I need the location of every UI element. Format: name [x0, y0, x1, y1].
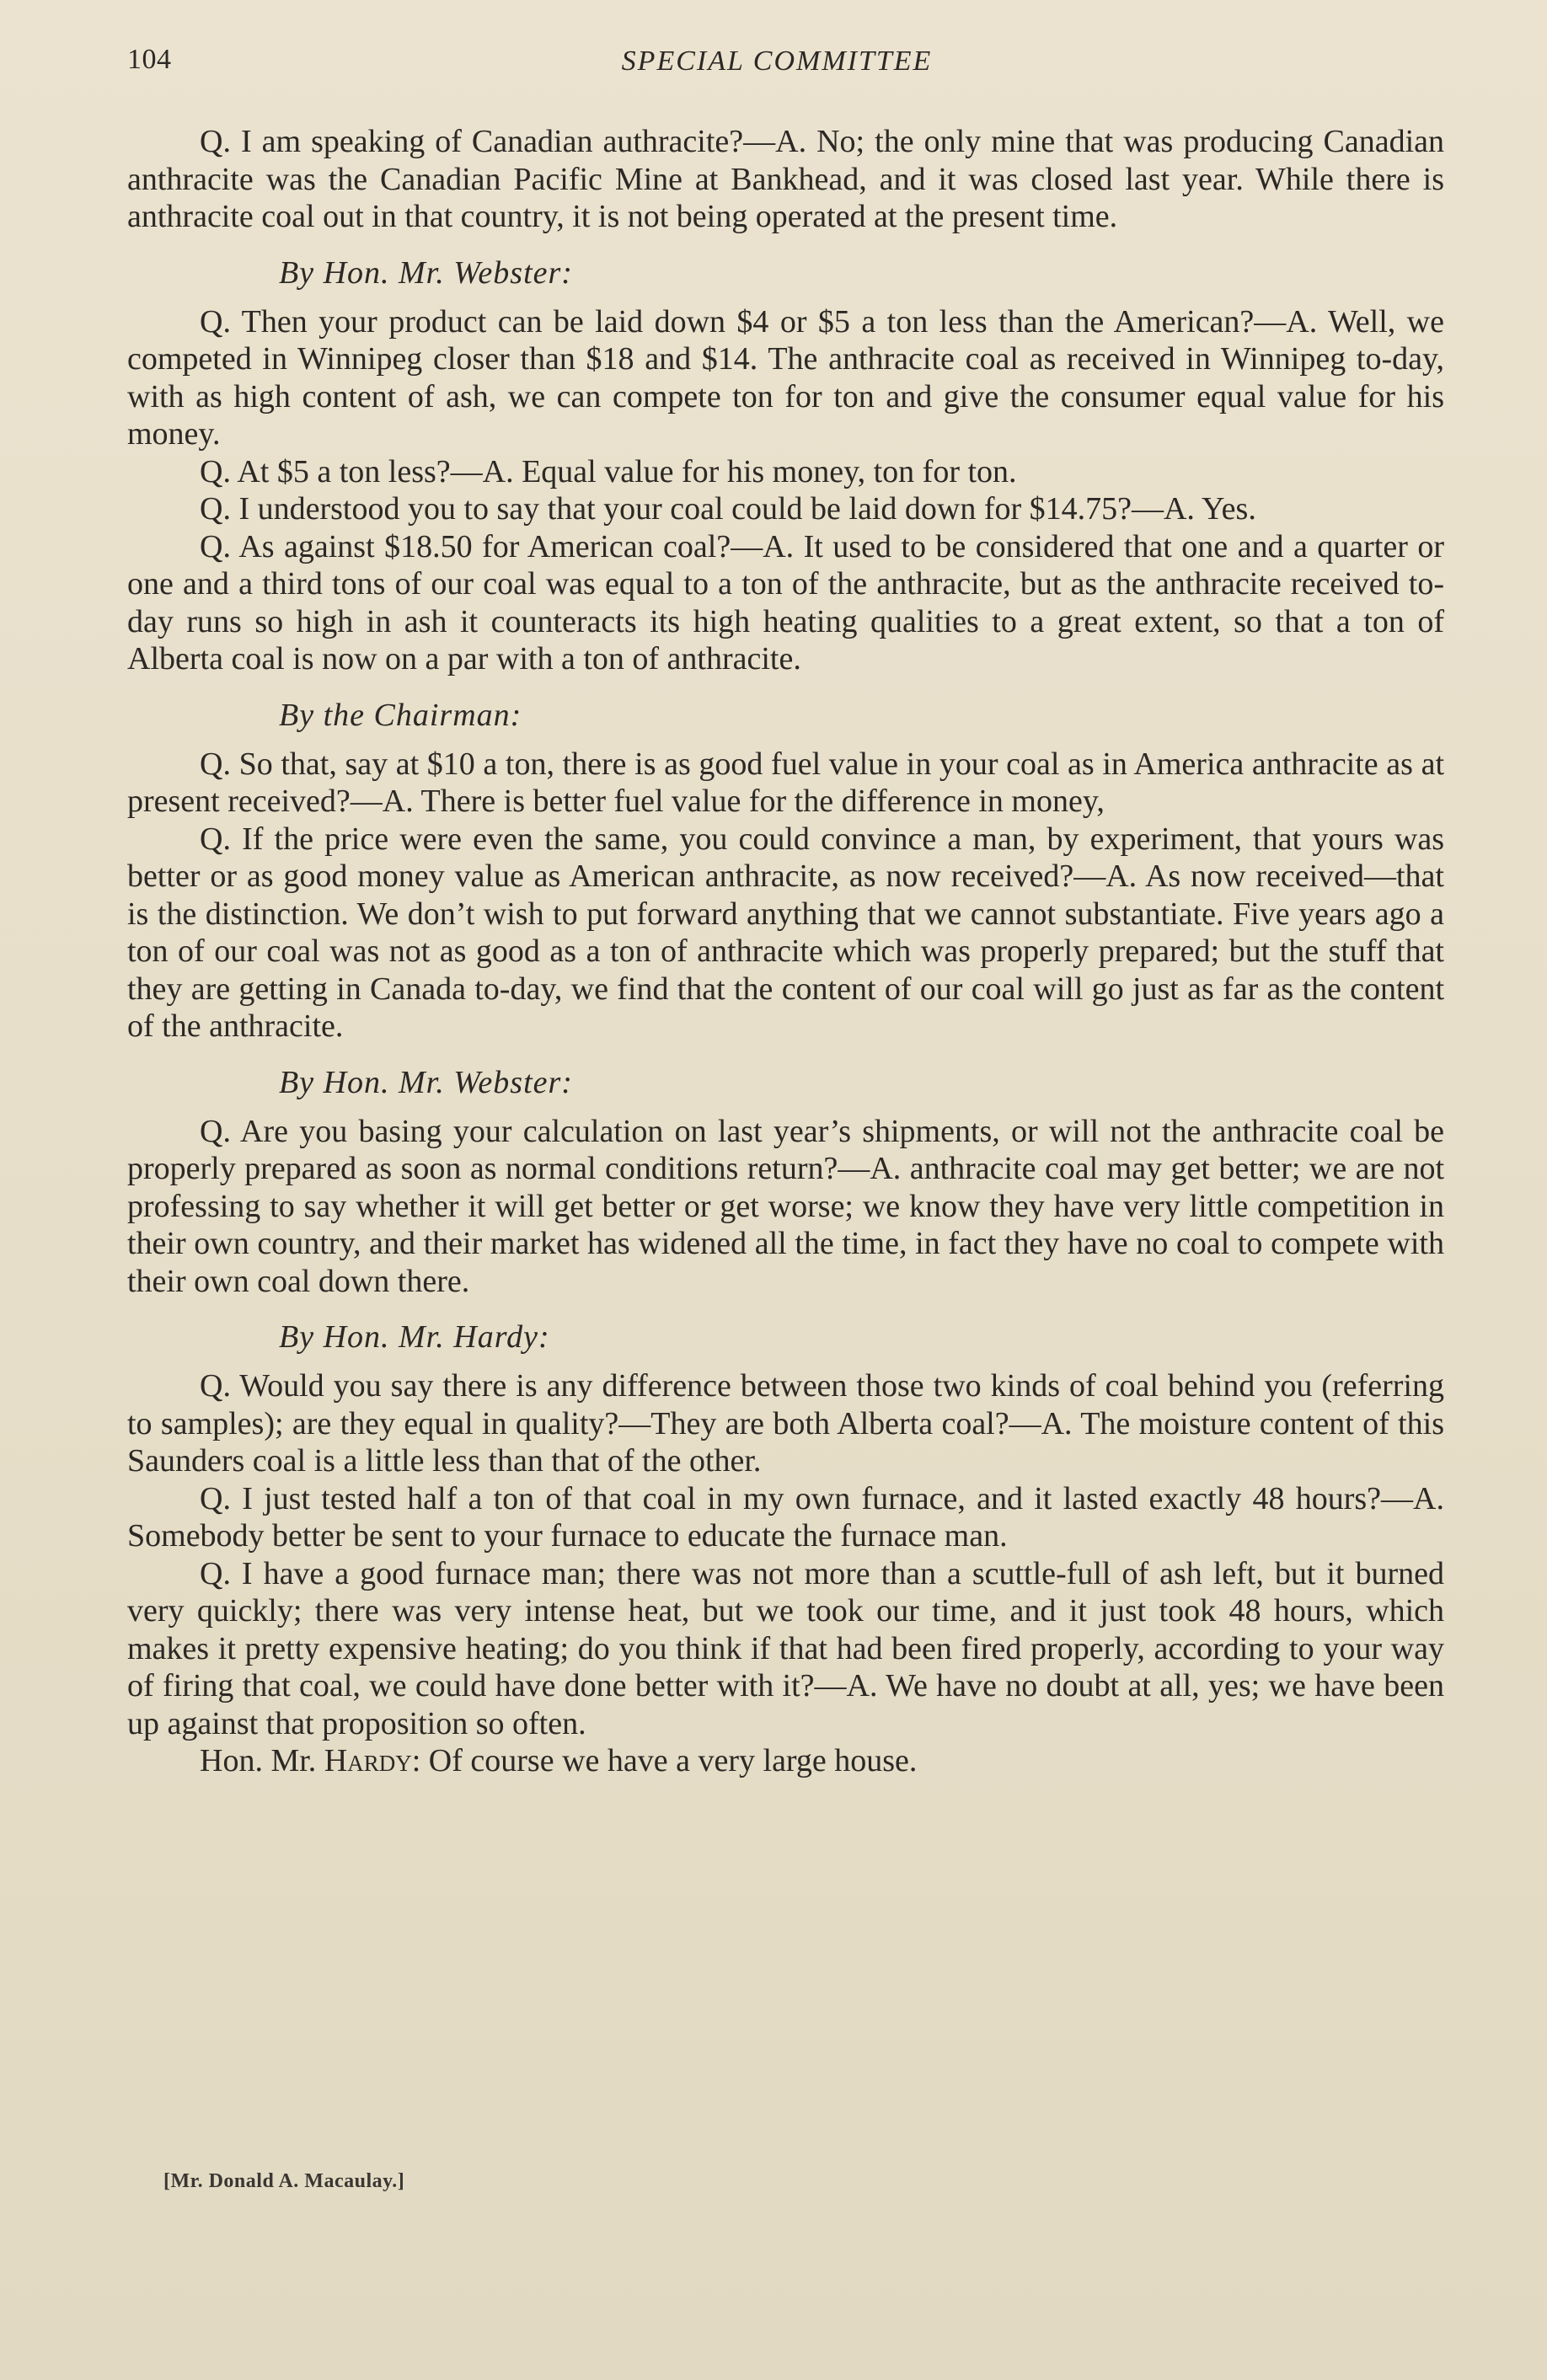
- qa-paragraph: Q. Would you say there is any difference between those two kinds of coal behind you (referring to samples); are they equal in quality?—They are both Alberta coal?—A. The moisture content of this Saunders coal is a little less than that of the other.: [127, 1368, 1444, 1479]
- page-header: [0, 44, 1547, 81]
- qa-paragraph: Q. I have a good furnace man; there was not more than a scuttle-full of ash left, but it burned very quickly; there was very intense heat, but we took our time, and it just took 48 hours, which makes it pretty expensive heating; do you think if that had been fired properly, according to your way of firing that coal, we could have done better with it?—A. We have no doubt at all, yes; we have been up against that proposition so often.: [127, 1555, 1444, 1741]
- qa-paragraph: Q. At $5 a ton less?—A. Equal value for his money, ton for ton.: [200, 453, 1017, 489]
- qa-paragraph: Q. As against $18.50 for American coal?—A. It used to be considered that one and a quarter or one and a third tons of our coal was equal to a ton of the anthracite, but as the anthracite received to-day runs so high in ash it counteracts its high heating qualities to a great extent, so that a ton of Alberta coal is now on a par with a ton of anthracite.: [127, 528, 1444, 677]
- speaker-heading: By Hon. Mr. Hardy:: [279, 1319, 550, 1355]
- qa-paragraph: Q. If the price were even the same, you could convince a man, by experiment, that yours was better or as good money value as American anthracite, as now received?—A. As now received—that is the distinction. We don’t wish to put forward anything that we cannot substantiate. Five years ago a ton of our coal was not as good as a ton of anthracite which was properly prepared; but the stuff that they are getting in Canada to-day, we find that the content of our coal will go just as far as the content of the anthracite.: [127, 821, 1444, 1044]
- qa-paragraph: Q. I am speaking of Canadian authracite?—A. No; the only mine that was producing Canadian anthracite was the Canadian Pacific Mine at Bankhead, and it was closed last year. While there is anthracite coal out in that country, it is not being operated at the present time.: [127, 124, 1444, 234]
- qa-paragraph: Q. Are you basing your calculation on last year’s shipments, or will not the anthracite coal be properly prepared as soon as normal conditions return?—A. anthracite coal may get better; we are not professing to say whether it will get better or get worse; we know they have very little competition in their own country, and their market has widened all the time, in fact they have no coal to compete with their own coal down there.: [127, 1113, 1444, 1299]
- closing-statement: [127, 1742, 1444, 1780]
- body-text: [127, 123, 1444, 1780]
- speaker-heading: By Hon. Mr. Webster:: [279, 254, 573, 291]
- qa-paragraph: Q. I understood you to say that your coal could be laid down for $14.75?—A. Yes.: [200, 491, 1256, 527]
- qa-paragraph: Q. Then your product can be laid down $4 or $5 a ton less than the American?—A. Well, we competed in Winnipeg closer than $18 and $14. The anthracite coal as received in Winnipeg to-day, with as high content of ash, we can compete ton for ton and give the consumer equal value for his money.: [127, 303, 1444, 452]
- running-head: SPECIAL COMMITTEE: [621, 45, 933, 77]
- qa-paragraph: Q. So that, say at $10 a ton, there is as good fuel value in your coal as in America anthracite as at present received?—A. There is better fuel value for the difference in money,: [127, 746, 1444, 819]
- closing-prefix: Hon. Mr.: [200, 1743, 324, 1778]
- closing-speaker-name: Hardy: [324, 1743, 412, 1778]
- speaker-heading: By the Chairman:: [279, 697, 522, 733]
- closing-text: : Of course we have a very large house.: [411, 1743, 918, 1778]
- footer-note: [Mr. Donald A. Macaulay.]: [163, 2170, 405, 2192]
- qa-paragraph: Q. I just tested half a ton of that coal in my own furnace, and it lasted exactly 48 hours?—A. Somebody better be sent to your furnace to educate the furnace man.: [127, 1480, 1444, 1554]
- speaker-heading: By Hon. Mr. Webster:: [279, 1064, 573, 1100]
- page-number: 104: [127, 44, 172, 75]
